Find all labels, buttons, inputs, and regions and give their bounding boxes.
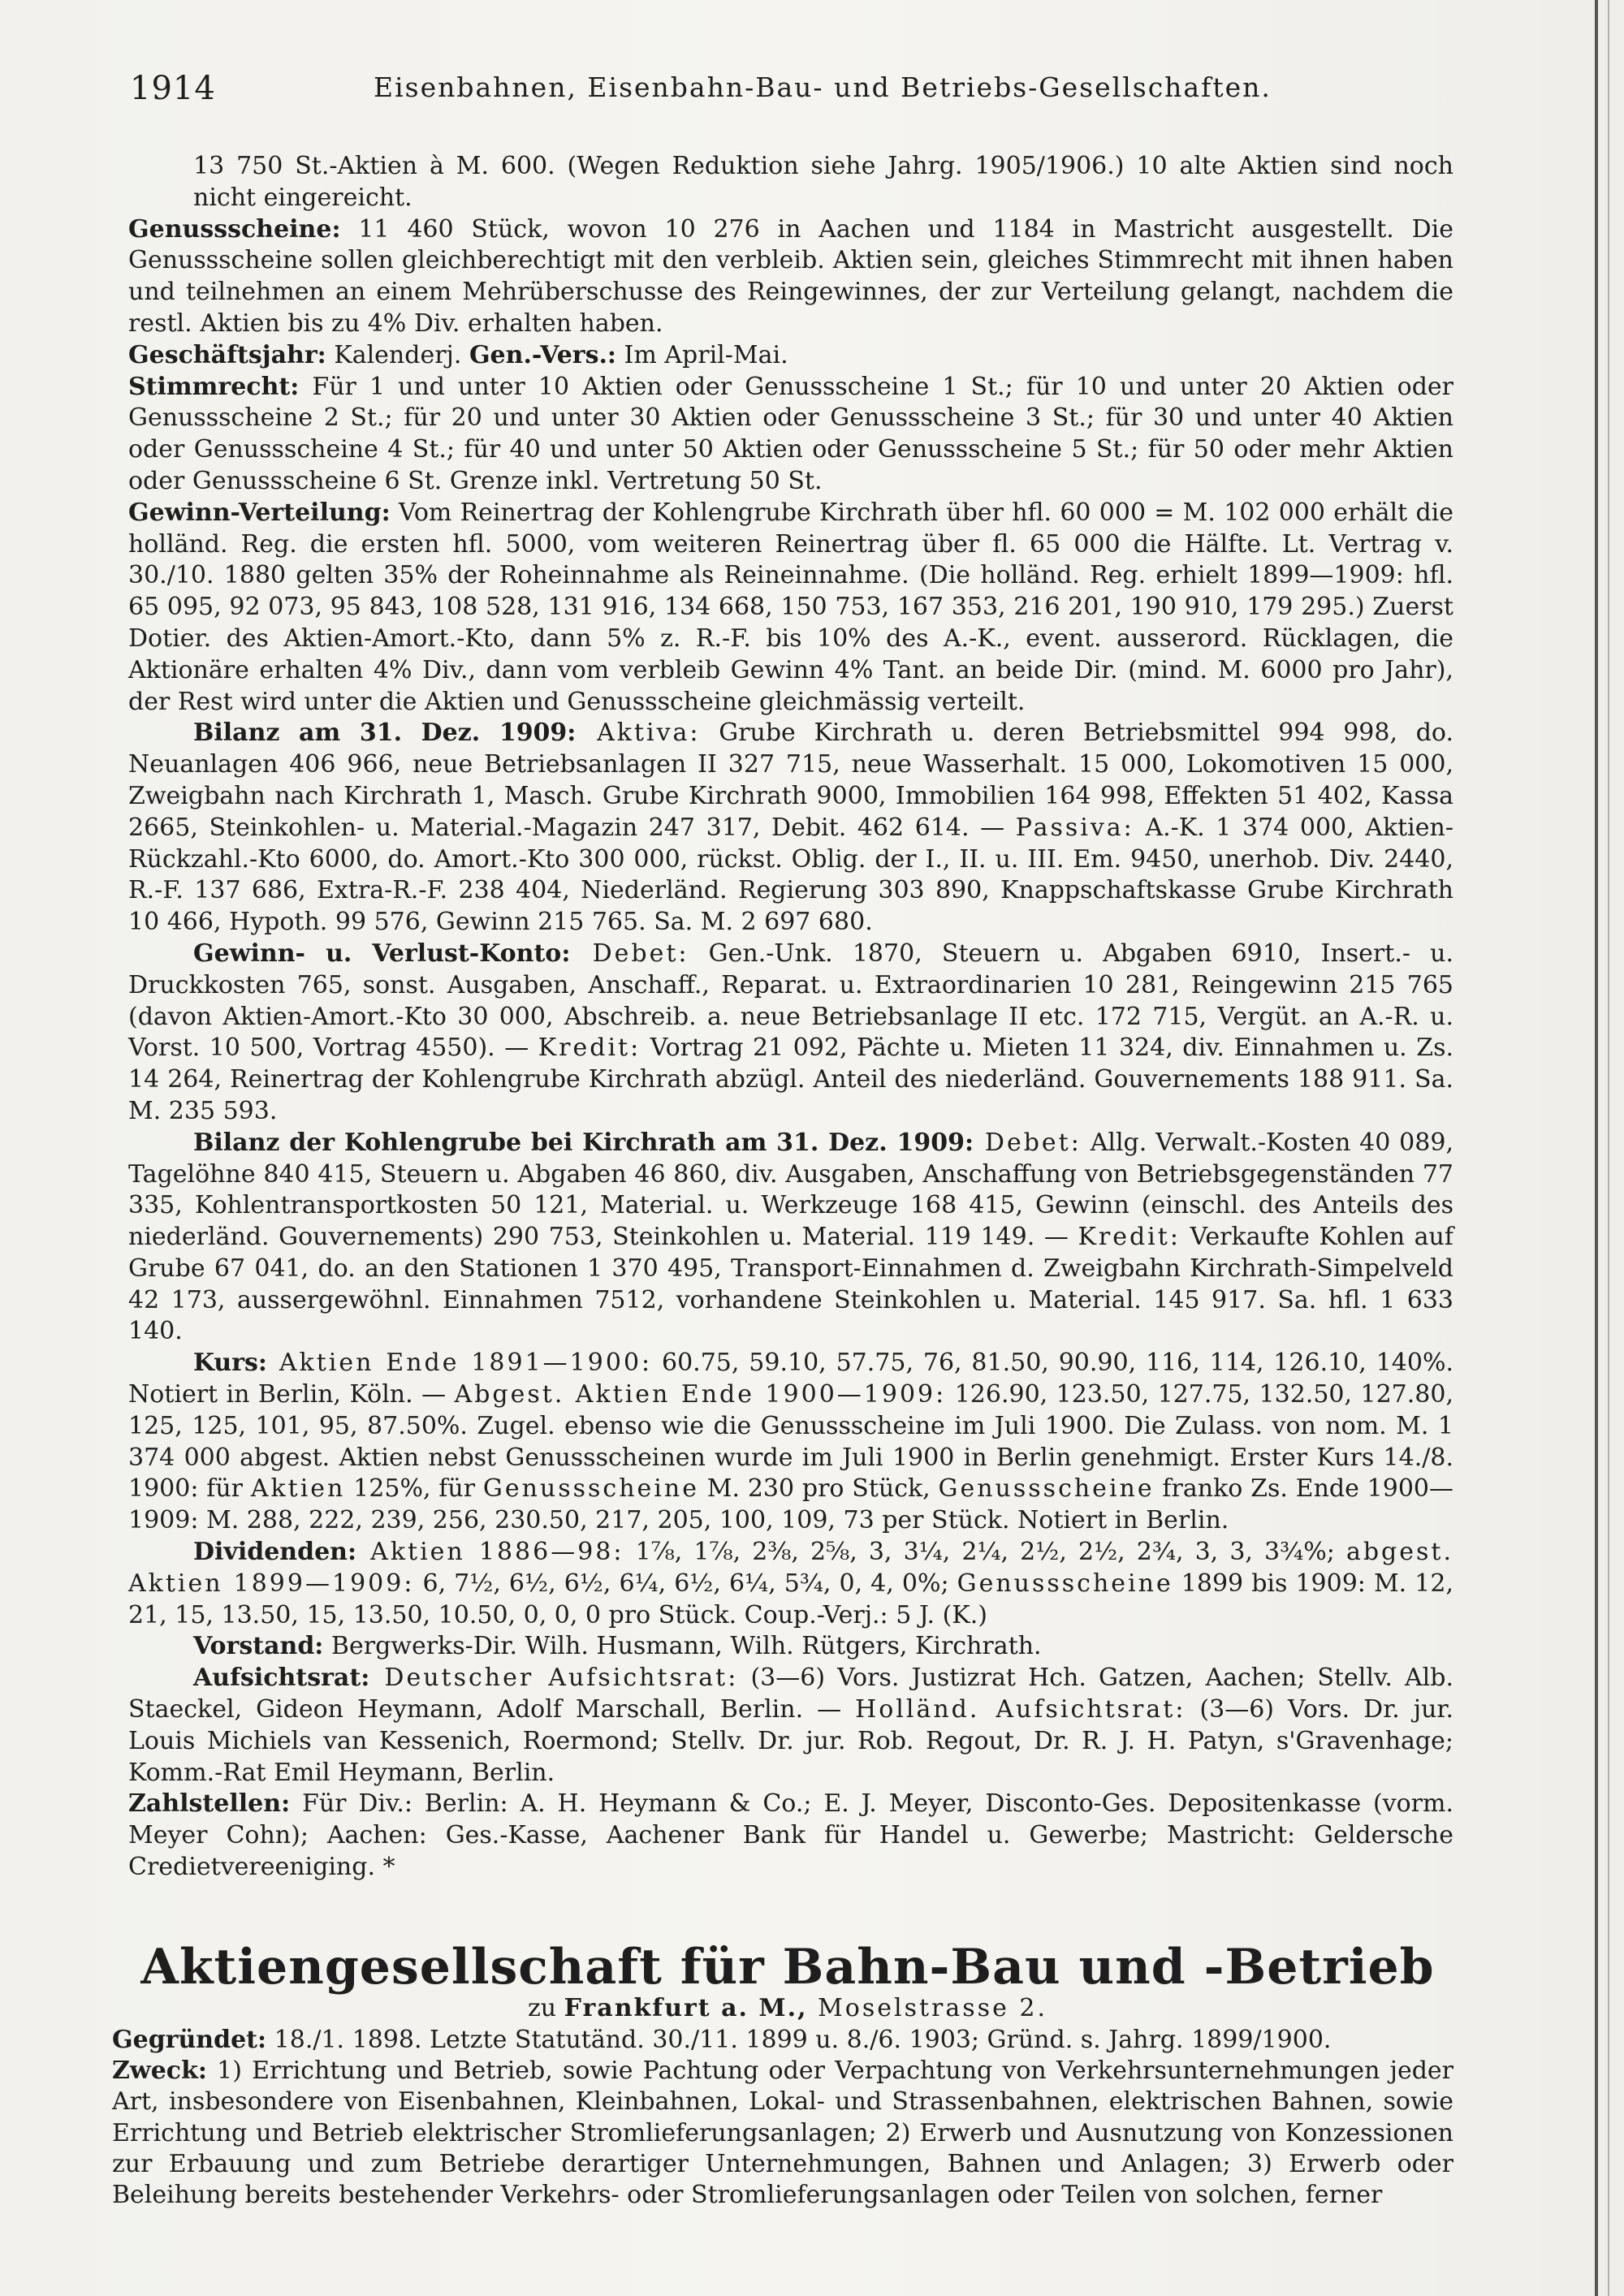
bilanz-label: Bilanz am 31. Dez. 1909: [193, 719, 577, 748]
bilanz-kohlengrube-label: Bilanz der Kohlengrube bei Kirchrath am 31. Dez. 1909: [193, 1128, 974, 1157]
gewinn-verlust-label: Gewinn- u. Verlust-Konto: [193, 939, 571, 968]
vorstand-text: Bergwerks-Dir. Wilh. Husmann, Wilh. Rütgers, Kirchrath. [323, 1632, 1042, 1661]
vorstand-label: Vorstand: [193, 1632, 324, 1661]
gewinn-verlust-paragraph [128, 939, 1453, 1128]
gegruendet-text: 18./1. 1898. Letzte Statutänd. 30./11. 1899 u. 8./6. 1903; Gründ. s. Jahrg. 1899/1900. [266, 2026, 1332, 2054]
new-company-entry [112, 2025, 1453, 2211]
gv-debet-text: Gen.-Unk. 1870, Steuern u. Abgaben 6910, Insert.- u. Druckkosten 765, sonst. Ausgaben, Anschaff., Reparat. u. Extraordinarien 10 281, Reingewinn 215 765 (davon Aktien-Amort.-Kto 30 000, Abschreib. a. neue Betriebsanlage II etc. 172 715, Vergüt. an A.-R. u. Vorst. 10 500, Vortrag 4550). — [128, 939, 1454, 1063]
bilanz-kohlengrube-paragraph [128, 1128, 1453, 1349]
bk-kredit-label: Kredit: [1078, 1223, 1181, 1252]
gegruendet-label: Gegründet: [112, 2026, 267, 2054]
zahlstellen-paragraph [128, 1789, 1453, 1883]
location-address: Moselstrasse 2. [807, 1994, 1047, 2022]
share-note [128, 151, 1453, 214]
div-t3: 1899 bis 1909: M. 12, 21, 15, 13.50, 15, 13.50, 10.50, 0, 0, 0 pro Stück. Coup.-Verj.: 5 J. (K.) [128, 1569, 1453, 1629]
passiva-text: A.-K. 1 374 000, Aktien-Rückzahl.-Kto 6000, do. Amort.-Kto 300 000, rückst. Oblig. der I., II. u. III. Em. 9450, unerhob. Div. 2440, R.-F. 137 686, Extra-R.-F. 238 404, Niederländ. Regierung 303 890, Knappschaftskasse Grube Kirchrath 10 466, Hypoth. 99 576, Gewinn 215 765. Sa. M. 2 697 680. [128, 813, 1453, 937]
gewinn-verteilung-paragraph [128, 498, 1453, 719]
zweck-paragraph [112, 2056, 1453, 2211]
zahlstellen-label: Zahlstellen: [128, 1789, 291, 1819]
kurs-t5: franko Zs. Ende 1900—1909: M. 288, 222, 239, 256, 230.50, 217, 205, 100, 109, 73 per Stück. Notiert in Berlin. [128, 1474, 1453, 1535]
kurs-t4: M. 230 pro Stück, [698, 1474, 939, 1504]
running-title: Eisenbahnen, Eisenbahn-Bau- und Betriebs-Gesellschaften. [374, 71, 1272, 103]
ar-s2: Holländ. Aufsichtsrat: [855, 1695, 1186, 1724]
div-t2: 6, 7½, 6½, 6½, 6¼, 6½, 6¼, 5¾, 0, 4, 0%; [414, 1569, 957, 1598]
kurs-s1: Aktien Ende 1891—1900: [267, 1349, 653, 1378]
bilanz-paragraph [128, 718, 1453, 939]
company-entry-continued [128, 151, 1453, 1884]
aktiva-label: Aktiva: [576, 719, 701, 748]
kurs-t1: 60.75, 59.10, 57.75, 76, 81.50, 90.90, 116, 114, 126.10, 140%. Notiert in Berlin, Köln. — [128, 1349, 1453, 1409]
div-t1: 1⅞, 1⅞, 2⅜, 2⅝, 3, 3¼, 2¼, 2½, 2½, 2¾, 3, 3, 3¾%; [624, 1538, 1346, 1567]
page-number: 1914 [130, 70, 216, 107]
vorstand-paragraph [128, 1631, 1453, 1663]
kurs-paragraph [128, 1348, 1453, 1537]
ar-t2: (3—6) Vors. Dr. jur. Louis Michiels van Kessenich, Roermond; Stellv. Dr. jur. Rob. Regout, Dr. R. J. H. Patyn, s'Gravenhage; Komm.-Rat Emil Heymann, Berlin. [128, 1695, 1453, 1787]
gen-vers-label: Gen.-Vers.: [469, 340, 616, 369]
gen-vers-text: Im April-Mai. [616, 340, 788, 369]
page-header [130, 70, 1575, 107]
div-s3: Genussscheine [957, 1569, 1173, 1598]
kurs-t3: 125%, für [345, 1474, 483, 1504]
zahlstellen-text: Für Div.: Berlin: A. H. Heymann & Co.; E. J. Meyer, Disconto-Ges. Depositenkasse (vorm. Meyer Cohn); Aachen: Ges.-Kasse, Aachener Bank für Handel u. Gewerbe; Mastricht: Geldersche Credietvereeniging. * [128, 1789, 1453, 1882]
stimmrecht-label: Stimmrecht: [128, 372, 300, 401]
bk-kredit-text: Verkaufte Kohlen auf Grube 67 041, do. an den Stationen 1 370 495, Transport-Einnahmen d. Zweigbahn Kirchrath-Simpelveld 42 173, aussergewöhnl. Einnahmen 7512, vorhandene Steinkohlen u. Material. 145 917. Sa. hfl. 1 633 140. [128, 1223, 1453, 1346]
stimmrecht-paragraph [128, 372, 1453, 498]
company-title: Aktiengesellschaft für Bahn-Bau und -Betrieb [140, 1939, 1435, 1996]
gv-debet-label: Debet: [570, 939, 689, 968]
genussscheine-label: Genussscheine: [128, 214, 341, 244]
kurs-s4: Genussscheine [482, 1474, 699, 1504]
geschaeftsjahr-paragraph [128, 340, 1453, 372]
ar-s1: Deutscher Aufsichtsrat: [369, 1664, 739, 1693]
dividenden-paragraph [128, 1537, 1453, 1631]
geschaeftsjahr-label: Geschäftsjahr: [128, 340, 326, 369]
ar-t1: (3—6) Vors. Justizrat Hch. Gatzen, Aachen; Stellv. Alb. Staeckel, Gideon Heymann, Adolf Marschall, Berlin. — [128, 1664, 1453, 1724]
company-location [130, 1994, 1445, 2022]
kurs-s3: Aktien [250, 1474, 346, 1504]
bk-debet-label: Debet: [974, 1128, 1082, 1157]
kurs-label: Kurs: [193, 1349, 267, 1378]
kurs-s2: Abgest. Aktien Ende 1900—1909: [454, 1380, 947, 1409]
stimmrecht-text: Für 1 und unter 10 Aktien oder Genussscheine 1 St.; für 10 und unter 20 Aktien oder Genussscheine 2 St.; für 20 und unter 30 Aktien oder Genussscheine 3 St.; für 30 und unter 40 Aktien oder Genussscheine 4 St.; für 40 und unter 50 Aktien oder Genussscheine 5 St.; für 50 oder mehr Aktien oder Genussscheine 6 St. Grenze inkl. Vertretung 50 St. [128, 372, 1453, 495]
gv-kredit-text: Vortrag 21 092, Pächte u. Mieten 11 324, div. Einnahmen u. Zs. 14 264, Reinertrag der Kohlengrube Kirchrath abzügl. Anteil des niederländ. Gouvernements 188 911. Sa. M. 235 593. [128, 1034, 1453, 1125]
passiva-label: Passiva: [1015, 813, 1134, 842]
kurs-t2: 126.90, 123.50, 127.75, 132.50, 127.80, 125, 125, 101, 95, 87.50%. Zugel. ebenso wie die Genussscheine im Juli 1900. Die Zulass. von nom. M. 1 374 000 abgest. Aktien nebst Genussscheinen wurde im Juli 1900 in Berlin genehmigt. Erster Kurs 14./8. 1900: für [128, 1380, 1453, 1504]
genussscheine-paragraph [128, 214, 1453, 340]
page-edge-line [1608, 0, 1609, 2296]
div-s1: Aktien 1886—98: [356, 1538, 624, 1567]
aufsichtsrat-paragraph [128, 1663, 1453, 1789]
geschaeftsjahr-text: Kalenderj. [326, 340, 469, 369]
share-note-text: 13 750 St.-Aktien à M. 600. (Wegen Reduktion siehe Jahrg. 1905/1906.) 10 alte Aktien sind noch nicht eingereicht. [193, 152, 1453, 212]
zweck-text: 1) Errichtung und Betrieb, sowie Pachtung oder Verpachtung von Verkehrsunternehmungen jeder Art, insbesondere von Eisenbahnen, Kleinbahnen, Lokal- und Strassenbahnen, elektrischen Bahnen, sowie Errichtung und Betrieb elektrischer Stromlieferungsanlagen; 2) Erwerb und Ausnutzung von Konzessionen zur Erbauung und zum Betriebe derartiger Unternehmungen, Bahnen und Anlagen; 3) Erwerb oder Beleihung bereits bestehender Verkehrs- oder Stromlieferungsanlagen oder Teilen von solchen, ferner [112, 2056, 1453, 2210]
zweck-label: Zweck: [112, 2056, 207, 2086]
kurs-s5: Genussscheine [938, 1474, 1155, 1504]
gv-kredit-label: Kredit: [538, 1034, 641, 1063]
aufsichtsrat-label: Aufsichtsrat: [193, 1664, 370, 1693]
gegruendet-paragraph [112, 2025, 1453, 2056]
page-edge-shadow [1595, 0, 1598, 2296]
genussscheine-text: 11 460 Stück, wovon 10 276 in Aachen und 1184 in Mastricht ausgestellt. Die Genussscheine sollen gleichberechtigt mit den verbleib. Aktien sein, gleiches Stimmrecht mit ihnen haben und teilnehmen an einem Mehrüberschusse des Reingewinnes, der zur Verteilung gelangt, nachdem die restl. Aktien bis zu 4% Div. erhalten haben. [128, 214, 1453, 338]
div-s2: abgest. Aktien 1899—1909: [128, 1538, 1453, 1598]
gewinn-verteilung-text: Vom Reinertrag der Kohlengrube Kirchrath über hfl. 60 000 = M. 102 000 erhält die holländ. Reg. die ersten hfl. 5000, vom weiteren Reinertrag über fl. 65 000 die Hälfte. Lt. Vertrag v. 30./10. 1880 gelten 35% der Roheinnahme als Reineinnahme. (Die holländ. Reg. erhielt 1899—1909: hfl. 65 095, 92 073, 95 843, 108 528, 131 916, 134 668, 150 753, 167 353, 216 201, 190 910, 179 295.) Zuerst Dotier. des Aktien-Amort.-Kto, dann 5% z. R.-F. bis 10% des A.-K., event. ausserord. Rücklagen, die Aktionäre erhalten 4% Div., dann vom verbleib Gewinn 4% Tant. an beide Dir. (mind. M. 6000 pro Jahr), der Rest wird unter die Aktien und Genussscheine gleichmässig verteilt. [128, 498, 1453, 716]
gewinn-verteilung-label: Gewinn-Verteilung: [128, 498, 391, 527]
bk-debet-text: Allg. Verwalt.-Kosten 40 089, Tagelöhne 840 415, Steuern u. Abgaben 46 860, div. Ausgaben, Anschaffung von Betriebsgegenständen 77 335, Kohlentransportkosten 50 121, Material. u. Werkzeuge 168 415, Gewinn (einschl. des Anteils des niederländ. Gouvernements) 290 753, Steinkohlen u. Material. 119 149. — [128, 1128, 1453, 1252]
dividenden-label: Dividenden: [193, 1538, 357, 1567]
aktiva-text: Grube Kirchrath u. deren Betriebsmittel 994 998, do. Neuanlagen 406 966, neue Betriebsanlagen II 327 715, neue Wasserhalt. 15 000, Lokomotiven 15 000, Zweigbahn nach Kirchrath 1, Masch. Grube Kirchrath 9000, Immobilien 164 998, Effekten 51 402, Kassa 2665, Steinkohlen- u. Material.-Magazin 247 317, Debit. 462 614. — [128, 719, 1453, 842]
location-city: Frankfurt a. M., [564, 1994, 808, 2022]
location-prefix: zu [528, 1994, 564, 2022]
